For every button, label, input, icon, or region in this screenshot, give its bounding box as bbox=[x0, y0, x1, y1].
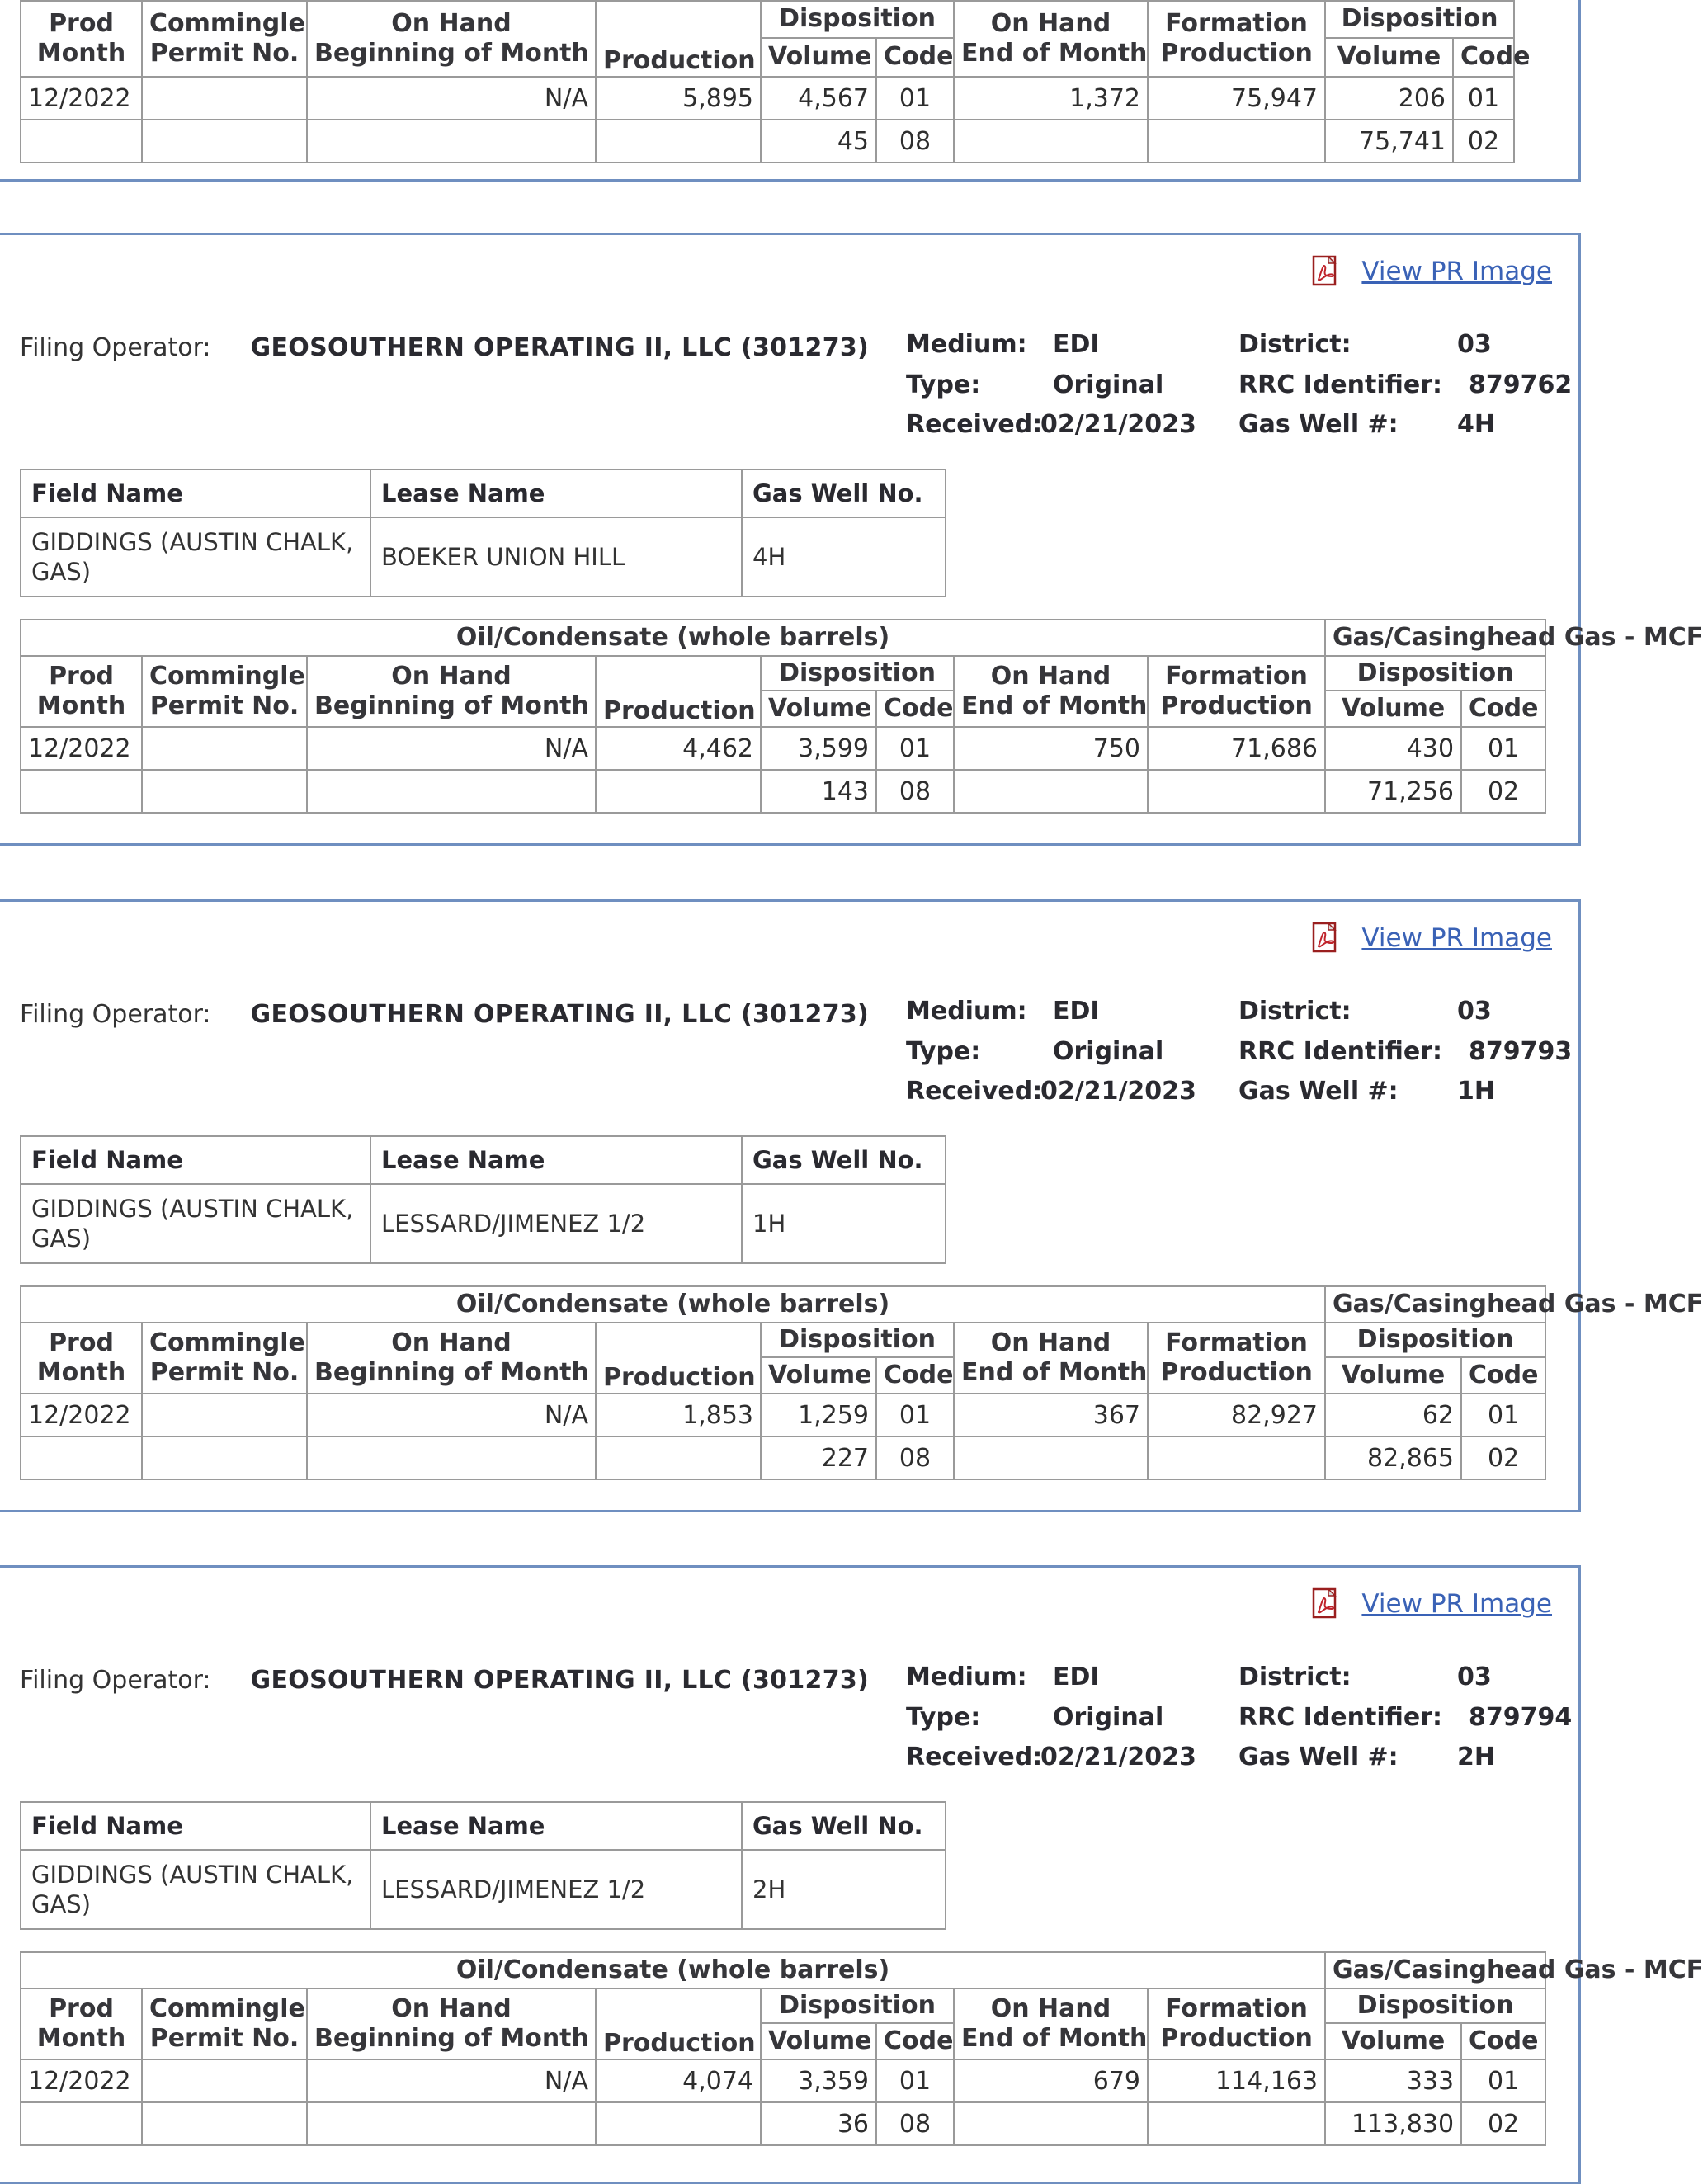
col-on-hand-end: On Hand End of Month bbox=[954, 1323, 1148, 1394]
cell-formation-production: 82,927 bbox=[1148, 1394, 1325, 1436]
cell-on-hand-begin bbox=[307, 1436, 596, 1479]
filing-operator-line bbox=[20, 333, 869, 362]
report-panel-partial bbox=[0, 0, 1581, 182]
field-lease-table bbox=[20, 1135, 946, 1264]
cell-on-hand-begin: N/A bbox=[307, 1394, 596, 1436]
production-table bbox=[20, 0, 1531, 163]
cell-permit bbox=[142, 120, 307, 163]
col-formation-production: Formation Production bbox=[1148, 656, 1325, 727]
col-prod-month: Prod Month bbox=[21, 656, 142, 727]
cell-on-hand-begin: N/A bbox=[307, 77, 596, 120]
cell-month: 12/2022 bbox=[21, 727, 142, 770]
view-pr-image-link[interactable] bbox=[1312, 255, 1552, 288]
type-label: Type: bbox=[906, 1703, 981, 1732]
gas-well-num-label: Gas Well #: bbox=[1238, 410, 1399, 439]
col-production: Production bbox=[596, 1, 761, 77]
pdf-icon bbox=[1312, 255, 1342, 288]
medium-value: EDI bbox=[1053, 1663, 1100, 1691]
cell-production bbox=[596, 120, 761, 163]
col-prod-month: Prod Month bbox=[21, 1988, 142, 2059]
col-gas-disp-code: Code bbox=[1461, 1357, 1545, 1394]
cell-month: 12/2022 bbox=[21, 2059, 142, 2102]
district-value: 03 bbox=[1457, 997, 1492, 1026]
rrc-identifier-value: 879794 bbox=[1469, 1703, 1573, 1732]
received-label: Received: bbox=[906, 1743, 1043, 1771]
table-row bbox=[21, 1436, 1545, 1479]
received-value: 02/21/2023 bbox=[1040, 1743, 1196, 1771]
medium-label: Medium: bbox=[906, 1663, 1027, 1691]
cell-production: 4,074 bbox=[596, 2059, 761, 2102]
cell-gas-disp-volume: 206 bbox=[1325, 77, 1453, 120]
gas-well-num-label: Gas Well #: bbox=[1238, 1077, 1399, 1106]
cell-on-hand-end: 679 bbox=[954, 2059, 1148, 2102]
col-disposition: Disposition bbox=[761, 656, 954, 691]
cell-gas-disp-code: 02 bbox=[1461, 770, 1545, 813]
lease-name-header: Lease Name bbox=[370, 469, 742, 517]
field-name-header: Field Name bbox=[21, 1802, 370, 1850]
col-disp-volume: Volume bbox=[761, 691, 876, 727]
cell-on-hand-end bbox=[954, 2102, 1148, 2145]
report-panel bbox=[0, 233, 1703, 846]
table-row bbox=[21, 1394, 1545, 1436]
cell-disp-volume: 1,259 bbox=[761, 1394, 876, 1436]
col-on-hand-end: On Hand End of Month bbox=[954, 1988, 1148, 2059]
medium-value: EDI bbox=[1053, 330, 1100, 359]
cell-disp-volume: 36 bbox=[761, 2102, 876, 2145]
filing-operator-label: Filing Operator: bbox=[20, 333, 211, 362]
col-on-hand-end: On Hand End of Month bbox=[954, 1, 1148, 77]
col-gas-disposition: Disposition bbox=[1325, 656, 1545, 691]
medium-label: Medium: bbox=[906, 330, 1027, 359]
production-table bbox=[20, 1285, 1703, 1480]
col-commingle-permit: Commingle Permit No. bbox=[142, 1323, 307, 1394]
col-disposition: Disposition bbox=[761, 1, 954, 38]
col-formation-production: Formation Production bbox=[1148, 1988, 1325, 2059]
gas-well-num-value: 1H bbox=[1457, 1077, 1495, 1106]
field-name-value: GIDDINGS (AUSTIN CHALK, GAS) bbox=[21, 1850, 370, 1929]
gas-casinghead-header: Gas/Casinghead Gas - MCF bbox=[1325, 620, 1545, 656]
cell-gas-disp-volume: 113,830 bbox=[1325, 2102, 1461, 2145]
received-label: Received: bbox=[906, 410, 1043, 439]
rrc-identifier-label: RRC Identifier: bbox=[1238, 1703, 1443, 1732]
field-lease-table bbox=[20, 1801, 946, 1930]
cell-on-hand-end bbox=[954, 1436, 1148, 1479]
oil-condensate-header: Oil/Condensate (whole barrels) bbox=[21, 1286, 1325, 1323]
district-value: 03 bbox=[1457, 1663, 1492, 1691]
col-formation-production: Formation Production bbox=[1148, 1, 1325, 77]
cell-production bbox=[596, 770, 761, 813]
cell-production: 5,895 bbox=[596, 77, 761, 120]
rrc-identifier-value: 879793 bbox=[1469, 1037, 1573, 1066]
col-on-hand-begin: On Hand Beginning of Month bbox=[307, 1988, 596, 2059]
gas-well-no-header: Gas Well No. bbox=[742, 469, 946, 517]
type-label: Type: bbox=[906, 370, 981, 399]
type-value: Original bbox=[1053, 1037, 1164, 1066]
cell-gas-disp-volume: 71,256 bbox=[1325, 770, 1461, 813]
gas-well-no-header: Gas Well No. bbox=[742, 1136, 946, 1184]
cell-formation-production bbox=[1148, 1436, 1325, 1479]
cell-month bbox=[21, 770, 142, 813]
cell-permit bbox=[142, 1436, 307, 1479]
type-value: Original bbox=[1053, 1703, 1164, 1732]
cell-disp-code: 01 bbox=[876, 2059, 954, 2102]
col-disp-code: Code bbox=[876, 691, 954, 727]
cell-production: 4,462 bbox=[596, 727, 761, 770]
cell-permit bbox=[142, 2102, 307, 2145]
col-commingle-permit: Commingle Permit No. bbox=[142, 1988, 307, 2059]
cell-disp-code: 01 bbox=[876, 77, 954, 120]
cell-month: 12/2022 bbox=[21, 1394, 142, 1436]
gas-casinghead-header: Gas/Casinghead Gas - MCF bbox=[1325, 1952, 1545, 1988]
col-on-hand-end: On Hand End of Month bbox=[954, 656, 1148, 727]
received-value: 02/21/2023 bbox=[1040, 1077, 1196, 1106]
filing-operator-label: Filing Operator: bbox=[20, 1000, 211, 1029]
gas-well-no-value: 1H bbox=[742, 1184, 946, 1263]
cell-formation-production: 71,686 bbox=[1148, 727, 1325, 770]
view-pr-image-link[interactable] bbox=[1312, 1587, 1552, 1620]
cell-permit bbox=[142, 770, 307, 813]
cell-on-hand-begin bbox=[307, 770, 596, 813]
table-row bbox=[21, 2059, 1545, 2102]
gas-well-num-value: 4H bbox=[1457, 410, 1495, 439]
view-pr-image-label: View PR Image bbox=[1361, 257, 1552, 286]
medium-value: EDI bbox=[1053, 997, 1100, 1026]
pdf-icon bbox=[1312, 1587, 1342, 1620]
cell-disp-code: 08 bbox=[876, 120, 954, 163]
lease-name-value: LESSARD/JIMENEZ 1/2 bbox=[370, 1184, 742, 1263]
view-pr-image-link[interactable] bbox=[1312, 922, 1552, 955]
col-gas-disp-volume: Volume bbox=[1325, 2023, 1461, 2059]
production-table bbox=[20, 619, 1703, 814]
cell-disp-code: 08 bbox=[876, 770, 954, 813]
col-on-hand-begin: On Hand Beginning of Month bbox=[307, 1, 596, 77]
view-pr-image-label: View PR Image bbox=[1361, 923, 1552, 953]
filing-operator-value: GEOSOUTHERN OPERATING II, LLC (301273) bbox=[250, 1666, 870, 1695]
district-label: District: bbox=[1238, 1663, 1352, 1691]
gas-well-no-header: Gas Well No. bbox=[742, 1802, 946, 1850]
table-row bbox=[21, 2102, 1545, 2145]
received-label: Received: bbox=[906, 1077, 1043, 1106]
rrc-identifier-label: RRC Identifier: bbox=[1238, 1037, 1443, 1066]
col-gas-disp-volume: Volume bbox=[1325, 691, 1461, 727]
cell-on-hand-begin bbox=[307, 120, 596, 163]
col-disp-code: Code bbox=[876, 1357, 954, 1394]
col-production: Production bbox=[596, 1988, 761, 2059]
filing-operator-label: Filing Operator: bbox=[20, 1666, 211, 1695]
col-gas-disp-volume: Volume bbox=[1325, 38, 1453, 77]
oil-condensate-header: Oil/Condensate (whole barrels) bbox=[21, 620, 1325, 656]
view-pr-image-label: View PR Image bbox=[1361, 1589, 1552, 1619]
cell-on-hand-begin: N/A bbox=[307, 727, 596, 770]
cell-on-hand-end bbox=[954, 770, 1148, 813]
col-commingle-permit: Commingle Permit No. bbox=[142, 1, 307, 77]
cell-formation-production: 75,947 bbox=[1148, 77, 1325, 120]
cell-month bbox=[21, 120, 142, 163]
lease-name-header: Lease Name bbox=[370, 1136, 742, 1184]
gas-well-num-value: 2H bbox=[1457, 1743, 1495, 1771]
field-name-header: Field Name bbox=[21, 1136, 370, 1184]
filing-operator-line bbox=[20, 1666, 869, 1695]
field-name-value: GIDDINGS (AUSTIN CHALK, GAS) bbox=[21, 517, 370, 597]
cell-on-hand-begin bbox=[307, 2102, 596, 2145]
cell-gas-disp-volume: 430 bbox=[1325, 727, 1461, 770]
field-name-header: Field Name bbox=[21, 469, 370, 517]
gas-well-no-value: 2H bbox=[742, 1850, 946, 1929]
cell-on-hand-end: 1,372 bbox=[954, 77, 1148, 120]
district-label: District: bbox=[1238, 330, 1352, 359]
cell-gas-disp-code: 02 bbox=[1461, 2102, 1545, 2145]
cell-permit bbox=[142, 1394, 307, 1436]
col-disposition: Disposition bbox=[761, 1988, 954, 2023]
cell-formation-production bbox=[1148, 2102, 1325, 2145]
cell-disp-volume: 227 bbox=[761, 1436, 876, 1479]
gas-well-num-label: Gas Well #: bbox=[1238, 1743, 1399, 1771]
cell-on-hand-end bbox=[954, 120, 1148, 163]
col-gas-disp-code: Code bbox=[1453, 38, 1514, 77]
cell-gas-disp-code: 02 bbox=[1461, 1436, 1545, 1479]
lease-name-value: LESSARD/JIMENEZ 1/2 bbox=[370, 1850, 742, 1929]
cell-on-hand-end: 750 bbox=[954, 727, 1148, 770]
report-panel bbox=[0, 899, 1703, 1512]
lease-name-header: Lease Name bbox=[370, 1802, 742, 1850]
cell-permit bbox=[142, 77, 307, 120]
cell-permit bbox=[142, 727, 307, 770]
col-on-hand-begin: On Hand Beginning of Month bbox=[307, 1323, 596, 1394]
cell-formation-production bbox=[1148, 120, 1325, 163]
cell-formation-production bbox=[1148, 770, 1325, 813]
cell-month bbox=[21, 1436, 142, 1479]
cell-gas-disp-volume: 75,741 bbox=[1325, 120, 1453, 163]
field-lease-table bbox=[20, 469, 946, 597]
rrc-identifier-value: 879762 bbox=[1469, 370, 1573, 399]
rrc-identifier-label: RRC Identifier: bbox=[1238, 370, 1443, 399]
col-production: Production bbox=[596, 656, 761, 727]
cell-gas-disp-code: 01 bbox=[1461, 2059, 1545, 2102]
cell-gas-disp-code: 01 bbox=[1461, 727, 1545, 770]
table-row bbox=[21, 770, 1545, 813]
col-prod-month: Prod Month bbox=[21, 1323, 142, 1394]
cell-production bbox=[596, 1436, 761, 1479]
cell-disp-volume: 3,359 bbox=[761, 2059, 876, 2102]
col-formation-production: Formation Production bbox=[1148, 1323, 1325, 1394]
pdf-icon bbox=[1312, 922, 1342, 955]
col-gas-disp-code: Code bbox=[1461, 691, 1545, 727]
cell-disp-code: 08 bbox=[876, 1436, 954, 1479]
oil-condensate-header: Oil/Condensate (whole barrels) bbox=[21, 1952, 1325, 1988]
col-production: Production bbox=[596, 1323, 761, 1394]
filing-operator-value: GEOSOUTHERN OPERATING II, LLC (301273) bbox=[250, 333, 870, 362]
cell-production bbox=[596, 2102, 761, 2145]
table-row bbox=[21, 727, 1545, 770]
gas-well-no-value: 4H bbox=[742, 517, 946, 597]
col-gas-disposition: Disposition bbox=[1325, 1988, 1545, 2023]
type-value: Original bbox=[1053, 370, 1164, 399]
district-label: District: bbox=[1238, 997, 1352, 1026]
cell-formation-production: 114,163 bbox=[1148, 2059, 1325, 2102]
cell-production: 1,853 bbox=[596, 1394, 761, 1436]
filing-operator-line bbox=[20, 1000, 869, 1029]
district-value: 03 bbox=[1457, 330, 1492, 359]
field-name-value: GIDDINGS (AUSTIN CHALK, GAS) bbox=[21, 1184, 370, 1263]
col-disp-code: Code bbox=[876, 38, 954, 77]
col-commingle-permit: Commingle Permit No. bbox=[142, 656, 307, 727]
col-disp-code: Code bbox=[876, 2023, 954, 2059]
cell-gas-disp-volume: 333 bbox=[1325, 2059, 1461, 2102]
type-label: Type: bbox=[906, 1037, 981, 1066]
received-value: 02/21/2023 bbox=[1040, 410, 1196, 439]
col-gas-disp-volume: Volume bbox=[1325, 1357, 1461, 1394]
col-disp-volume: Volume bbox=[761, 38, 876, 77]
col-disposition: Disposition bbox=[761, 1323, 954, 1357]
cell-month: 12/2022 bbox=[21, 77, 142, 120]
cell-disp-volume: 3,599 bbox=[761, 727, 876, 770]
cell-disp-volume: 4,567 bbox=[761, 77, 876, 120]
col-disp-volume: Volume bbox=[761, 1357, 876, 1394]
medium-label: Medium: bbox=[906, 997, 1027, 1026]
cell-permit bbox=[142, 2059, 307, 2102]
filing-operator-value: GEOSOUTHERN OPERATING II, LLC (301273) bbox=[250, 1000, 870, 1029]
lease-name-value: BOEKER UNION HILL bbox=[370, 517, 742, 597]
cell-gas-disp-volume: 62 bbox=[1325, 1394, 1461, 1436]
production-table bbox=[20, 1951, 1703, 2146]
col-disp-volume: Volume bbox=[761, 2023, 876, 2059]
cell-on-hand-end: 367 bbox=[954, 1394, 1148, 1436]
cell-disp-code: 01 bbox=[876, 727, 954, 770]
cell-disp-code: 01 bbox=[876, 1394, 954, 1436]
table-row bbox=[21, 77, 1514, 120]
cell-disp-volume: 45 bbox=[761, 120, 876, 163]
gas-casinghead-header: Gas/Casinghead Gas - MCF bbox=[1325, 1286, 1545, 1323]
cell-gas-disp-volume: 82,865 bbox=[1325, 1436, 1461, 1479]
table-row bbox=[21, 120, 1514, 163]
col-gas-disposition: Disposition bbox=[1325, 1, 1514, 38]
report-panel bbox=[0, 1565, 1703, 2184]
cell-month bbox=[21, 2102, 142, 2145]
cell-on-hand-begin: N/A bbox=[307, 2059, 596, 2102]
cell-gas-disp-code: 01 bbox=[1453, 77, 1514, 120]
col-gas-disposition: Disposition bbox=[1325, 1323, 1545, 1357]
cell-disp-code: 08 bbox=[876, 2102, 954, 2145]
cell-gas-disp-code: 02 bbox=[1453, 120, 1514, 163]
cell-disp-volume: 143 bbox=[761, 770, 876, 813]
cell-gas-disp-code: 01 bbox=[1461, 1394, 1545, 1436]
col-gas-disp-code: Code bbox=[1461, 2023, 1545, 2059]
col-prod-month: Prod Month bbox=[21, 1, 142, 77]
col-on-hand-begin: On Hand Beginning of Month bbox=[307, 656, 596, 727]
